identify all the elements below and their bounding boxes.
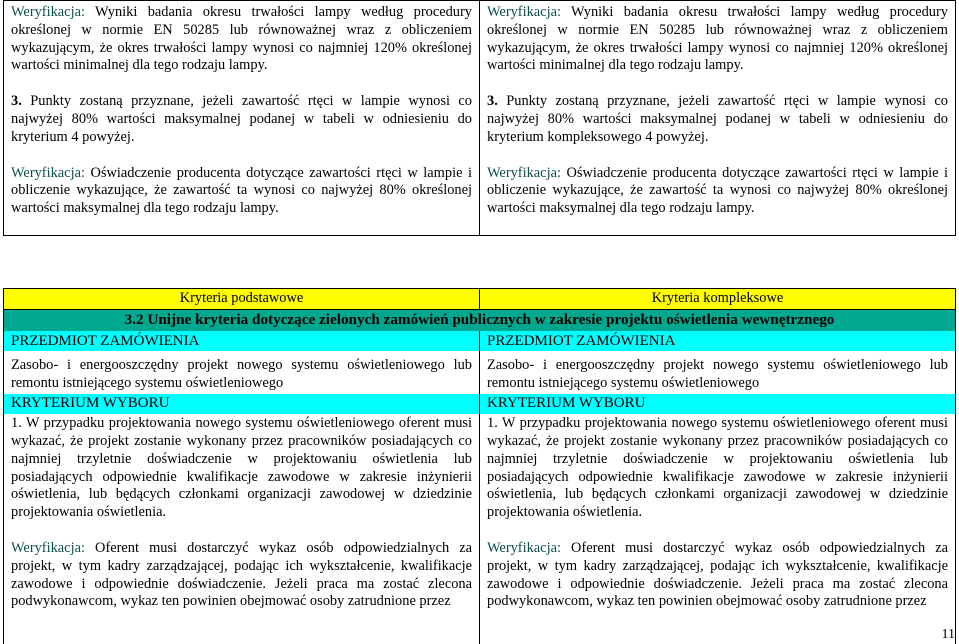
- criterion-verification: [11, 540, 472, 611]
- point-3-paragraph: [11, 93, 472, 146]
- verification-label-2: Weryfikacja:: [11, 164, 85, 181]
- subject-heading: PRZEDMIOT ZAMÓWIENIA: [487, 333, 676, 349]
- section-title: 3.2 Unijne kryteria dotyczące zielonych zamówień publicznych w zakresie projektu oświetlenia wewnętrznego: [124, 311, 835, 328]
- basic-criteria-header: Kryteria podstawowe: [179, 290, 304, 306]
- subject-text: Zasobo- i energooszczędny projekt nowego systemu oświetleniowego lub remontu istniejącego systemu oświetleniowego: [487, 356, 948, 391]
- point-3-text: Punkty zostaną przyznane, jeżeli zawartość rtęci w lampie wynosi co najwyżej 80% wartości maksymalnej podanej w tabeli w odniesieniu do kryterium 4 powyżej.: [11, 93, 472, 145]
- verification-label: Weryfikacja:: [11, 539, 85, 556]
- criterion-text: 1. W przypadku projektowania nowego systemu oświetleniowego oferent musi wykazać, że projekt zostanie wykonany przez pracowników posiadających co najmniej trzyletnie doświadczenie w projektowaniu oświetlenia lub posiadających odpowiednie kwalifikacje zawodowe w zakresie inżynierii oświetlenia, lub będących członkami organizacji zawodowej w dziedzinie projektowania oświetlenia.: [11, 415, 472, 521]
- criterion-heading: KRYTERIUM WYBORU: [11, 395, 170, 412]
- top-right-cell: [480, 4, 955, 218]
- verification-text-2: Oświadczenie producenta dotyczące zawartości rtęci w lampie i obliczenie wykazujące, że zawartość ta wynosi co najwyżej 80% określonej wartości maksymalnej dla tego rodzaju lampy.: [11, 164, 472, 217]
- bottom-left-cell: [4, 333, 479, 611]
- top-left-cell: [4, 4, 479, 218]
- verification-paragraph-2: [487, 165, 948, 218]
- page-number: 11: [941, 627, 955, 642]
- verification-paragraph-2: [11, 165, 472, 218]
- bottom-right-cell: [480, 333, 955, 611]
- point-3-number: 3.: [487, 93, 498, 110]
- criterion-text: 1. W przypadku projektowania nowego systemu oświetleniowego oferent musi wykazać, że projekt zostanie wykonany przez pracowników posiadających co najmniej trzyletnie doświadczenie w projektowaniu oświetlenia lub posiadających odpowiednie kwalifikacje zawodowe w zakresie inżynierii oświetlenia, lub będących członkami organizacji zawodowej w dziedzinie projektowania oświetlenia.: [487, 415, 948, 521]
- verification-label-2: Weryfikacja:: [487, 164, 561, 181]
- criterion-verification: [487, 540, 948, 611]
- verification-paragraph: [11, 4, 472, 75]
- verification-label: Weryfikacja:: [487, 539, 561, 556]
- verification-text: Wyniki badania okresu trwałości lampy według procedury określonej w normie EN 50285 lub równoważnej wraz z obliczeniem wykazującym, że okres trwałości lampy wynosi co najmniej 120% określonej wartości minimalnej dla tego rodzaju lampy.: [11, 4, 472, 74]
- point-3-text: Punkty zostaną przyznane, jeżeli zawartość rtęci w lampie wynosi co najwyżej 80% wartości maksymalnej podanej w tabeli w odniesieniu do kryterium kompleksowego 4 powyżej.: [487, 93, 948, 145]
- verification-text: Wyniki badania okresu trwałości lampy według procedury określonej w normie EN 50285 lub równoważnej wraz z obliczeniem wykazującym, że okres trwałości lampy wynosi co najmniej 120% określonej wartości minimalnej dla tego rodzaju lampy.: [487, 4, 948, 74]
- verification-paragraph: [487, 4, 948, 75]
- verification-text: Oferent musi dostarczyć wykaz osób odpowiedzialnych za projekt, w tym kadry zarządzającej, podając ich wykształcenie, kwalifikacje zawodowe i odpowiednie doświadczenie. Jeżeli praca ma zostać zlecona podwykonawcom, wykaz ten powinien obejmować osoby zatrudnione przez: [487, 539, 949, 610]
- verification-text: Oferent musi dostarczyć wykaz osób odpowiedzialnych za projekt, w tym kadry zarządzającej, podając ich wykształcenie, kwalifikacje zawodowe i odpowiednie doświadczenie. Jeżeli praca ma zostać zlecona podwykonawcom, wykaz ten powinien obejmować osoby zatrudnione przez: [11, 539, 473, 610]
- complex-criteria-header: Kryteria kompleksowe: [651, 290, 784, 306]
- subject-text: Zasobo- i energooszczędny projekt nowego systemu oświetleniowego lub remontu istniejącego systemu oświetleniowego: [11, 356, 472, 391]
- verification-label: Weryfikacja:: [487, 4, 561, 20]
- verification-text-2: Oświadczenie producenta dotyczące zawartości rtęci w lampie i obliczenie wykazujące, że zawartość ta wynosi co najwyżej 80% określonej wartości maksymalnej dla tego rodzaju lampy.: [487, 164, 948, 217]
- point-3-paragraph: [487, 93, 948, 146]
- point-3-number: 3.: [11, 93, 22, 110]
- verification-label: Weryfikacja:: [11, 4, 85, 20]
- subject-heading: PRZEDMIOT ZAMÓWIENIA: [11, 333, 200, 349]
- criterion-heading: KRYTERIUM WYBORU: [487, 395, 646, 412]
